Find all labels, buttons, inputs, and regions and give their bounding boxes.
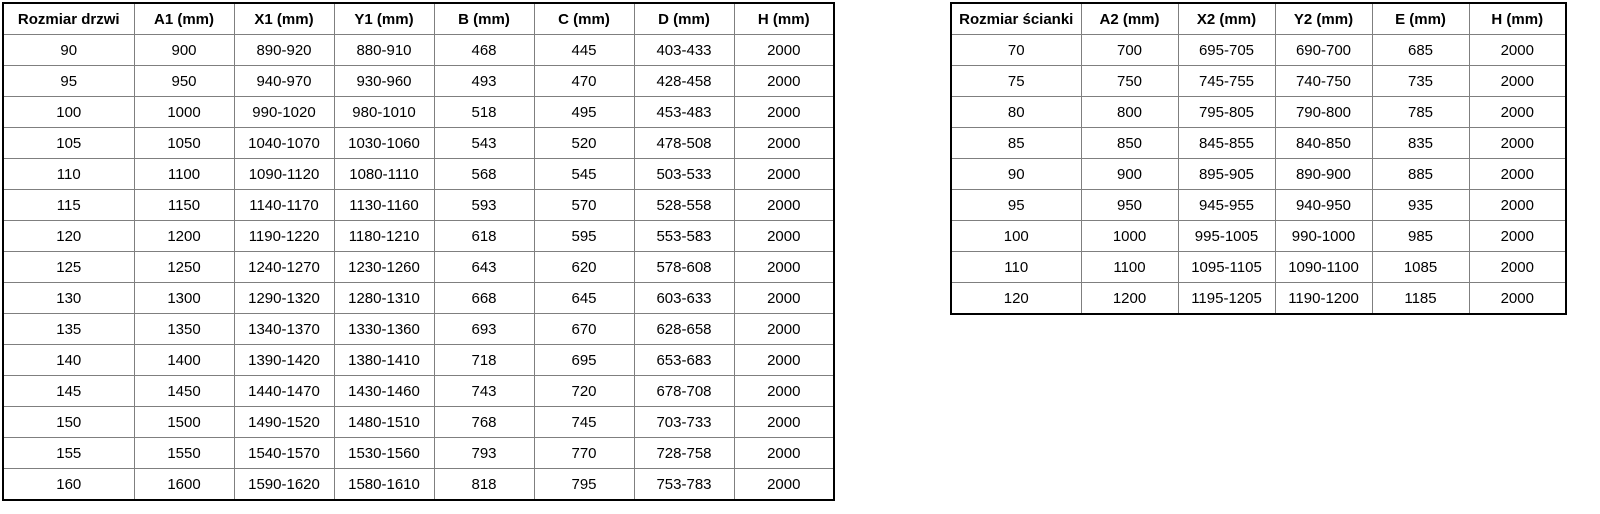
table-cell: 1150 bbox=[134, 190, 234, 221]
table-cell: 493 bbox=[434, 66, 534, 97]
table-cell: 2000 bbox=[734, 66, 834, 97]
table-row bbox=[951, 159, 1566, 190]
table-cell: 595 bbox=[534, 221, 634, 252]
table-cell: 1530-1560 bbox=[334, 438, 434, 469]
table-cell: 1190-1220 bbox=[234, 221, 334, 252]
table-cell: 1195-1205 bbox=[1178, 283, 1275, 315]
column-header: A2 (mm) bbox=[1081, 3, 1178, 35]
table-cell: 700 bbox=[1081, 35, 1178, 66]
table-cell: 880-910 bbox=[334, 35, 434, 66]
table-cell: 980-1010 bbox=[334, 97, 434, 128]
table-cell: 155 bbox=[3, 438, 134, 469]
table-cell: 570 bbox=[534, 190, 634, 221]
table-cell: 850 bbox=[1081, 128, 1178, 159]
column-header: H (mm) bbox=[1469, 3, 1566, 35]
table-cell: 950 bbox=[1081, 190, 1178, 221]
table-cell: 543 bbox=[434, 128, 534, 159]
column-header: C (mm) bbox=[534, 3, 634, 35]
table-cell: 2000 bbox=[734, 283, 834, 314]
table-cell: 703-733 bbox=[634, 407, 734, 438]
table-cell: 1250 bbox=[134, 252, 234, 283]
table-cell: 100 bbox=[951, 221, 1081, 252]
table-cell: 95 bbox=[951, 190, 1081, 221]
table-cell: 520 bbox=[534, 128, 634, 159]
table-cell: 1100 bbox=[1081, 252, 1178, 283]
table-cell: 110 bbox=[3, 159, 134, 190]
table-cell: 695-705 bbox=[1178, 35, 1275, 66]
table-cell: 95 bbox=[3, 66, 134, 97]
table-cell: 1290-1320 bbox=[234, 283, 334, 314]
table-cell: 75 bbox=[951, 66, 1081, 97]
table-cell: 795 bbox=[534, 469, 634, 501]
table-cell: 120 bbox=[3, 221, 134, 252]
table-cell: 2000 bbox=[1469, 252, 1566, 283]
table-cell: 2000 bbox=[1469, 159, 1566, 190]
table-cell: 593 bbox=[434, 190, 534, 221]
table-cell: 2000 bbox=[1469, 128, 1566, 159]
table-cell: 728-758 bbox=[634, 438, 734, 469]
table-cell: 768 bbox=[434, 407, 534, 438]
table-cell: 720 bbox=[534, 376, 634, 407]
table-row bbox=[3, 190, 834, 221]
table-cell: 478-508 bbox=[634, 128, 734, 159]
column-header: H (mm) bbox=[734, 3, 834, 35]
header-row bbox=[951, 3, 1566, 35]
table-cell: 453-483 bbox=[634, 97, 734, 128]
table-row bbox=[3, 35, 834, 66]
table-cell: 145 bbox=[3, 376, 134, 407]
table-cell: 2000 bbox=[734, 469, 834, 501]
table-row bbox=[3, 159, 834, 190]
table-cell: 935 bbox=[1372, 190, 1469, 221]
table-cell: 840-850 bbox=[1275, 128, 1372, 159]
table-cell: 645 bbox=[534, 283, 634, 314]
table-row bbox=[951, 190, 1566, 221]
table-cell: 1080-1110 bbox=[334, 159, 434, 190]
table-cell: 553-583 bbox=[634, 221, 734, 252]
table-cell: 90 bbox=[3, 35, 134, 66]
table-cell: 85 bbox=[951, 128, 1081, 159]
table-cell: 835 bbox=[1372, 128, 1469, 159]
table-row bbox=[951, 97, 1566, 128]
table-cell: 718 bbox=[434, 345, 534, 376]
table-row bbox=[3, 252, 834, 283]
table-cell: 750 bbox=[1081, 66, 1178, 97]
wall-size-table bbox=[950, 2, 1567, 315]
table-cell: 895-905 bbox=[1178, 159, 1275, 190]
table-cell: 890-900 bbox=[1275, 159, 1372, 190]
column-header: B (mm) bbox=[434, 3, 534, 35]
table-cell: 690-700 bbox=[1275, 35, 1372, 66]
table-cell: 653-683 bbox=[634, 345, 734, 376]
table-cell: 693 bbox=[434, 314, 534, 345]
table-cell: 2000 bbox=[1469, 221, 1566, 252]
table-cell: 1440-1470 bbox=[234, 376, 334, 407]
table-row bbox=[951, 252, 1566, 283]
table-cell: 1580-1610 bbox=[334, 469, 434, 501]
table-cell: 2000 bbox=[1469, 35, 1566, 66]
table-cell: 2000 bbox=[1469, 283, 1566, 315]
table-row bbox=[3, 221, 834, 252]
table-cell: 1230-1260 bbox=[334, 252, 434, 283]
table-cell: 1590-1620 bbox=[234, 469, 334, 501]
table-row bbox=[951, 128, 1566, 159]
column-header: A1 (mm) bbox=[134, 3, 234, 35]
table-cell: 2000 bbox=[734, 438, 834, 469]
table-row bbox=[951, 35, 1566, 66]
table-row bbox=[3, 438, 834, 469]
table-cell: 1090-1100 bbox=[1275, 252, 1372, 283]
table-cell: 940-950 bbox=[1275, 190, 1372, 221]
table-cell: 495 bbox=[534, 97, 634, 128]
table-cell: 545 bbox=[534, 159, 634, 190]
column-header: D (mm) bbox=[634, 3, 734, 35]
table-cell: 470 bbox=[534, 66, 634, 97]
table-cell: 503-533 bbox=[634, 159, 734, 190]
table-cell: 2000 bbox=[1469, 190, 1566, 221]
table-cell: 1000 bbox=[1081, 221, 1178, 252]
table-cell: 985 bbox=[1372, 221, 1469, 252]
table-cell: 428-458 bbox=[634, 66, 734, 97]
table-cell: 1550 bbox=[134, 438, 234, 469]
column-header: E (mm) bbox=[1372, 3, 1469, 35]
table-row bbox=[3, 376, 834, 407]
table-cell: 1180-1210 bbox=[334, 221, 434, 252]
table-cell: 930-960 bbox=[334, 66, 434, 97]
table-cell: 125 bbox=[3, 252, 134, 283]
table-cell: 2000 bbox=[1469, 66, 1566, 97]
table-cell: 403-433 bbox=[634, 35, 734, 66]
table-cell: 135 bbox=[3, 314, 134, 345]
table-cell: 2000 bbox=[734, 35, 834, 66]
table-cell: 770 bbox=[534, 438, 634, 469]
table-cell: 2000 bbox=[734, 128, 834, 159]
table-cell: 900 bbox=[134, 35, 234, 66]
table-cell: 1085 bbox=[1372, 252, 1469, 283]
column-header: Rozmiar ścianki bbox=[951, 3, 1081, 35]
table-row bbox=[951, 283, 1566, 315]
table-row bbox=[3, 469, 834, 501]
table-cell: 1330-1360 bbox=[334, 314, 434, 345]
table-cell: 1200 bbox=[1081, 283, 1178, 315]
table-cell: 110 bbox=[951, 252, 1081, 283]
table-cell: 1380-1410 bbox=[334, 345, 434, 376]
table-row bbox=[3, 345, 834, 376]
table-cell: 890-920 bbox=[234, 35, 334, 66]
table-cell: 1100 bbox=[134, 159, 234, 190]
table-cell: 1600 bbox=[134, 469, 234, 501]
table-cell: 1190-1200 bbox=[1275, 283, 1372, 315]
table-cell: 628-658 bbox=[634, 314, 734, 345]
table-cell: 140 bbox=[3, 345, 134, 376]
table-row bbox=[3, 66, 834, 97]
table-cell: 1350 bbox=[134, 314, 234, 345]
table-cell: 940-970 bbox=[234, 66, 334, 97]
table-cell: 618 bbox=[434, 221, 534, 252]
table-cell: 2000 bbox=[734, 314, 834, 345]
table-cell: 1490-1520 bbox=[234, 407, 334, 438]
table-cell: 568 bbox=[434, 159, 534, 190]
table-cell: 1340-1370 bbox=[234, 314, 334, 345]
table-cell: 130 bbox=[3, 283, 134, 314]
table-cell: 1390-1420 bbox=[234, 345, 334, 376]
table-cell: 800 bbox=[1081, 97, 1178, 128]
table-cell: 945-955 bbox=[1178, 190, 1275, 221]
table-cell: 2000 bbox=[734, 97, 834, 128]
table-cell: 2000 bbox=[734, 345, 834, 376]
table-cell: 678-708 bbox=[634, 376, 734, 407]
table-cell: 528-558 bbox=[634, 190, 734, 221]
table-cell: 603-633 bbox=[634, 283, 734, 314]
table-cell: 793 bbox=[434, 438, 534, 469]
table-cell: 468 bbox=[434, 35, 534, 66]
table-cell: 2000 bbox=[734, 159, 834, 190]
table-cell: 620 bbox=[534, 252, 634, 283]
column-header: Y2 (mm) bbox=[1275, 3, 1372, 35]
table-cell: 160 bbox=[3, 469, 134, 501]
table-cell: 100 bbox=[3, 97, 134, 128]
table-cell: 1480-1510 bbox=[334, 407, 434, 438]
table-row bbox=[3, 97, 834, 128]
table-cell: 900 bbox=[1081, 159, 1178, 190]
table-cell: 2000 bbox=[734, 376, 834, 407]
table-cell: 80 bbox=[951, 97, 1081, 128]
table-cell: 1300 bbox=[134, 283, 234, 314]
table-cell: 105 bbox=[3, 128, 134, 159]
table-cell: 1200 bbox=[134, 221, 234, 252]
door-size-table bbox=[2, 2, 835, 501]
table-cell: 1040-1070 bbox=[234, 128, 334, 159]
table-cell: 1130-1160 bbox=[334, 190, 434, 221]
table-cell: 2000 bbox=[734, 407, 834, 438]
table-cell: 2000 bbox=[734, 252, 834, 283]
table-cell: 445 bbox=[534, 35, 634, 66]
table-cell: 578-608 bbox=[634, 252, 734, 283]
table-cell: 1430-1460 bbox=[334, 376, 434, 407]
table-cell: 1140-1170 bbox=[234, 190, 334, 221]
table-cell: 990-1000 bbox=[1275, 221, 1372, 252]
table-cell: 115 bbox=[3, 190, 134, 221]
table-cell: 1540-1570 bbox=[234, 438, 334, 469]
table-cell: 685 bbox=[1372, 35, 1469, 66]
column-header: Rozmiar drzwi bbox=[3, 3, 134, 35]
table-cell: 1400 bbox=[134, 345, 234, 376]
table-cell: 70 bbox=[951, 35, 1081, 66]
table-cell: 753-783 bbox=[634, 469, 734, 501]
table-cell: 995-1005 bbox=[1178, 221, 1275, 252]
header-row bbox=[3, 3, 834, 35]
column-header: X2 (mm) bbox=[1178, 3, 1275, 35]
table-cell: 90 bbox=[951, 159, 1081, 190]
table-cell: 1030-1060 bbox=[334, 128, 434, 159]
table-cell: 1280-1310 bbox=[334, 283, 434, 314]
table-cell: 1185 bbox=[1372, 283, 1469, 315]
table-cell: 1000 bbox=[134, 97, 234, 128]
table-row bbox=[3, 314, 834, 345]
table-cell: 735 bbox=[1372, 66, 1469, 97]
table-cell: 885 bbox=[1372, 159, 1469, 190]
table-cell: 1500 bbox=[134, 407, 234, 438]
table-cell: 2000 bbox=[734, 190, 834, 221]
column-header: X1 (mm) bbox=[234, 3, 334, 35]
table-cell: 518 bbox=[434, 97, 534, 128]
table-cell: 1090-1120 bbox=[234, 159, 334, 190]
table-cell: 950 bbox=[134, 66, 234, 97]
table-cell: 120 bbox=[951, 283, 1081, 315]
table-cell: 2000 bbox=[1469, 97, 1566, 128]
table-cell: 785 bbox=[1372, 97, 1469, 128]
table-row bbox=[951, 221, 1566, 252]
table-cell: 818 bbox=[434, 469, 534, 501]
table-cell: 1240-1270 bbox=[234, 252, 334, 283]
table-cell: 670 bbox=[534, 314, 634, 345]
table-cell: 845-855 bbox=[1178, 128, 1275, 159]
table-cell: 1450 bbox=[134, 376, 234, 407]
column-header: Y1 (mm) bbox=[334, 3, 434, 35]
table-cell: 740-750 bbox=[1275, 66, 1372, 97]
table-cell: 790-800 bbox=[1275, 97, 1372, 128]
table-cell: 1095-1105 bbox=[1178, 252, 1275, 283]
table-cell: 745-755 bbox=[1178, 66, 1275, 97]
table-cell: 668 bbox=[434, 283, 534, 314]
table-cell: 795-805 bbox=[1178, 97, 1275, 128]
table-row bbox=[951, 66, 1566, 97]
table-cell: 695 bbox=[534, 345, 634, 376]
table-row bbox=[3, 283, 834, 314]
table-row bbox=[3, 407, 834, 438]
table-cell: 643 bbox=[434, 252, 534, 283]
table-cell: 743 bbox=[434, 376, 534, 407]
table-row bbox=[3, 128, 834, 159]
table-cell: 990-1020 bbox=[234, 97, 334, 128]
table-cell: 150 bbox=[3, 407, 134, 438]
table-cell: 2000 bbox=[734, 221, 834, 252]
table-cell: 1050 bbox=[134, 128, 234, 159]
table-cell: 745 bbox=[534, 407, 634, 438]
